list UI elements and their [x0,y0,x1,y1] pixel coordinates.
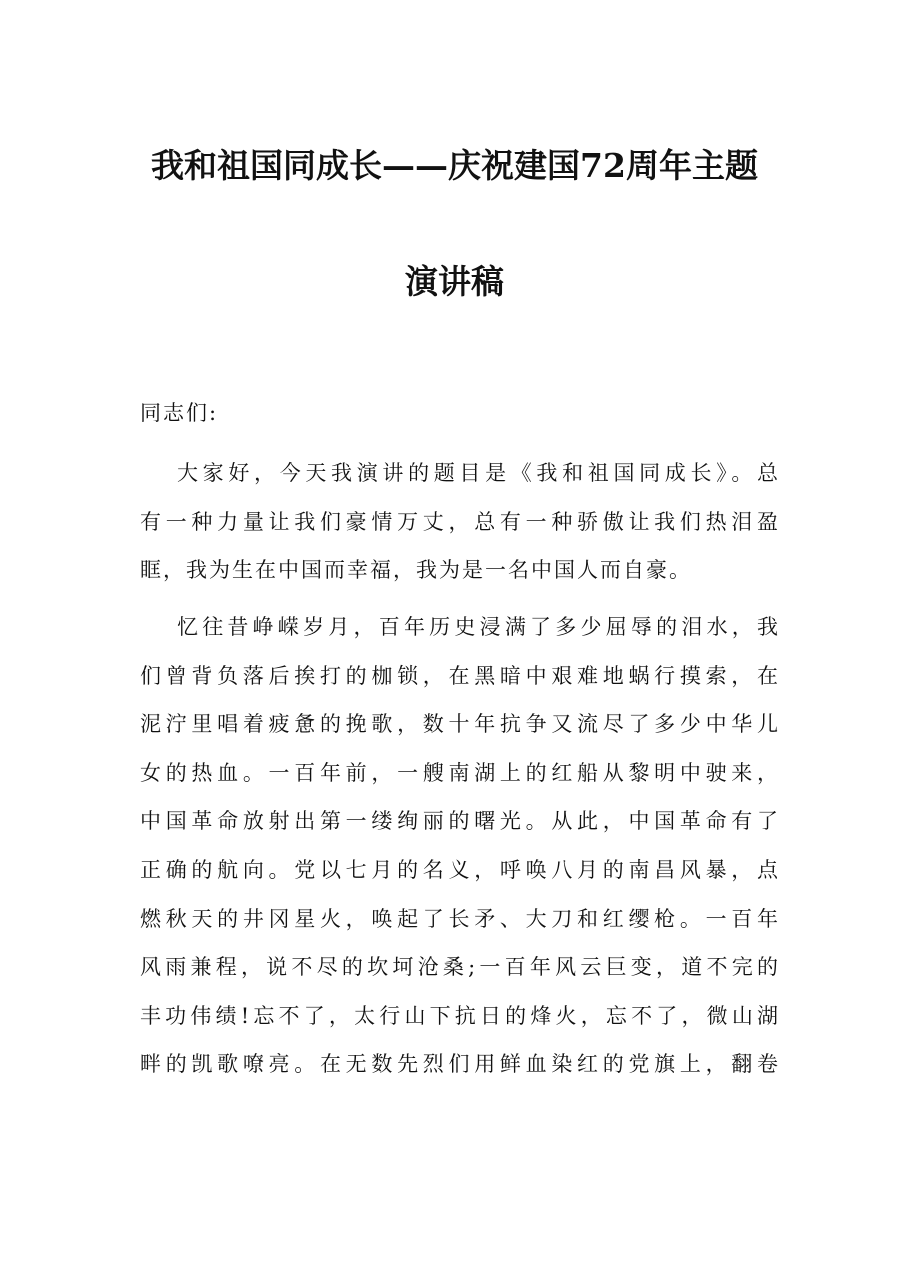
paragraph-2 [140,612,780,1098]
salutation: 同志们: [140,401,219,425]
paragraph-line: 正确的航向。党以七月的名义，呼唤八月的南昌风暴，点 [140,857,780,882]
paragraph-line: 们曾背负落后挨打的枷锁，在黑暗中艰难地蜗行摸索，在 [140,663,780,688]
paragraph-line: 有一种力量让我们豪情万丈，总有一种骄傲让我们热泪盈 [140,509,780,534]
title-line-2: 演讲稿 [405,262,504,301]
paragraph-line: 丰功伟绩!忘不了，太行山下抗日的烽火，忘不了，微山湖 [140,1003,780,1028]
paragraph-1 [140,458,780,604]
paragraph-line: 女的热血。一百年前，一艘南湖上的红船从黎明中驶来， [140,760,780,785]
paragraph-line: 风雨兼程，说不尽的坎坷沧桑;一百年风云巨变，道不完的 [140,955,780,980]
paragraph-line: 泥泞里唱着疲惫的挽歌，数十年抗争又流尽了多少中华儿 [140,712,780,737]
title-line-1: 我和祖国同成长——庆祝建国72周年主题 [151,146,758,185]
paragraph-line: 燃秋天的井冈星火，唤起了长矛、大刀和红缨枪。一百年 [140,906,780,931]
paragraph-line: 大家好，今天我演讲的题目是《我和祖国同成长》。总 [177,461,780,485]
paragraph-line: 忆往昔峥嵘岁月，百年历史浸满了多少屈辱的泪水，我 [177,615,780,639]
paragraph-line: 畔的凯歌嘹亮。在无数先烈们用鲜血染红的党旗上，翻卷 [140,1052,780,1077]
paragraph-line: 眶，我为生在中国而幸福，我为是一名中国人而自豪。 [140,558,692,583]
paragraph-line: 中国革命放射出第一缕绚丽的曙光。从此，中国革命有了 [140,809,780,834]
